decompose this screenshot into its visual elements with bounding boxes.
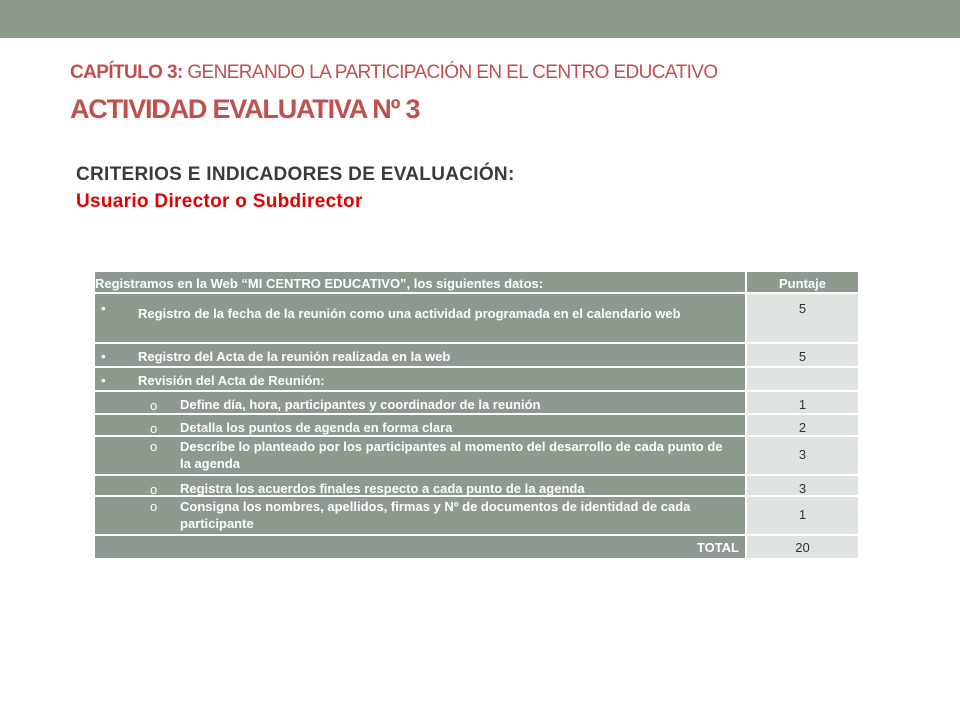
table-row (95, 368, 858, 392)
table-row (95, 415, 858, 437)
row-text-cell (95, 392, 745, 413)
total-row (95, 536, 858, 558)
sub-bullet: o (150, 421, 158, 436)
row-score: 5 (745, 344, 858, 366)
sub-bullet: o (150, 439, 158, 454)
row-score: 2 (745, 415, 858, 435)
row-score: 3 (745, 476, 858, 495)
row-text-cell (95, 344, 745, 366)
table-row (95, 294, 858, 344)
row-text: Registro del Acta de la reunión realizada en la web (138, 349, 451, 364)
chapter-title: GENERANDO LA PARTICIPACIÓN EN EL CENTRO EDUCATIVO (182, 62, 718, 83)
evaluation-table (95, 272, 858, 558)
row-score: 5 (745, 294, 858, 342)
total-score: 20 (745, 536, 858, 558)
table-row (95, 497, 858, 536)
row-text: Revisión del Acta de Reunión: (138, 373, 325, 388)
chapter-prefix: CAPÍTULO 3: (70, 62, 183, 83)
row-text: Consigna los nombres, apellidos, firmas y Nº de documentos de identidad de cada participante (180, 499, 691, 531)
criteria-heading: CRITERIOS E INDICADORES DE EVALUACIÓN: (76, 164, 515, 185)
row-text-cell (95, 415, 745, 435)
table-row (95, 344, 858, 368)
bullet: • (101, 373, 106, 388)
column-header-score: Puntaje (745, 272, 858, 292)
column-header-description: Registramos en la Web “MI CENTRO EDUCATIVO”, los siguientes datos: (95, 272, 745, 292)
table-row (95, 392, 858, 415)
activity-title: ACTIVIDAD EVALUATIVA Nº 3 (70, 94, 420, 124)
total-label: TOTAL (95, 536, 745, 558)
bullet: • (101, 349, 106, 364)
row-score: 1 (745, 392, 858, 413)
row-text: Registra los acuerdos finales respecto a cada punto de la agenda (180, 481, 585, 496)
row-text-cell (95, 476, 745, 495)
table-row (95, 437, 858, 476)
row-text-cell (95, 437, 745, 474)
row-text: Define día, hora, participantes y coordinador de la reunión (180, 397, 541, 412)
row-text-cell (95, 497, 745, 534)
row-text-cell (95, 294, 745, 342)
sub-bullet: o (150, 482, 158, 497)
table-header-row (95, 272, 858, 294)
row-text-cell (95, 368, 745, 390)
row-text: Registro de la fecha de la reunión como una actividad programada en el calendario web (138, 306, 681, 321)
chapter-heading (70, 62, 718, 84)
row-score: 1 (745, 497, 858, 534)
table-row (95, 476, 858, 497)
sub-bullet: o (150, 499, 158, 514)
row-score: 3 (745, 437, 858, 474)
bullet: • (101, 301, 106, 316)
top-bar (0, 0, 960, 38)
row-text: Detalla los puntos de agenda en forma clara (180, 420, 453, 435)
sub-bullet: o (150, 398, 158, 413)
row-text: Describe lo planteado por los participantes al momento del desarrollo de cada punto de la agenda (180, 439, 723, 471)
row-score (745, 368, 858, 390)
user-line: Usuario Director o Subdirector (76, 191, 363, 212)
